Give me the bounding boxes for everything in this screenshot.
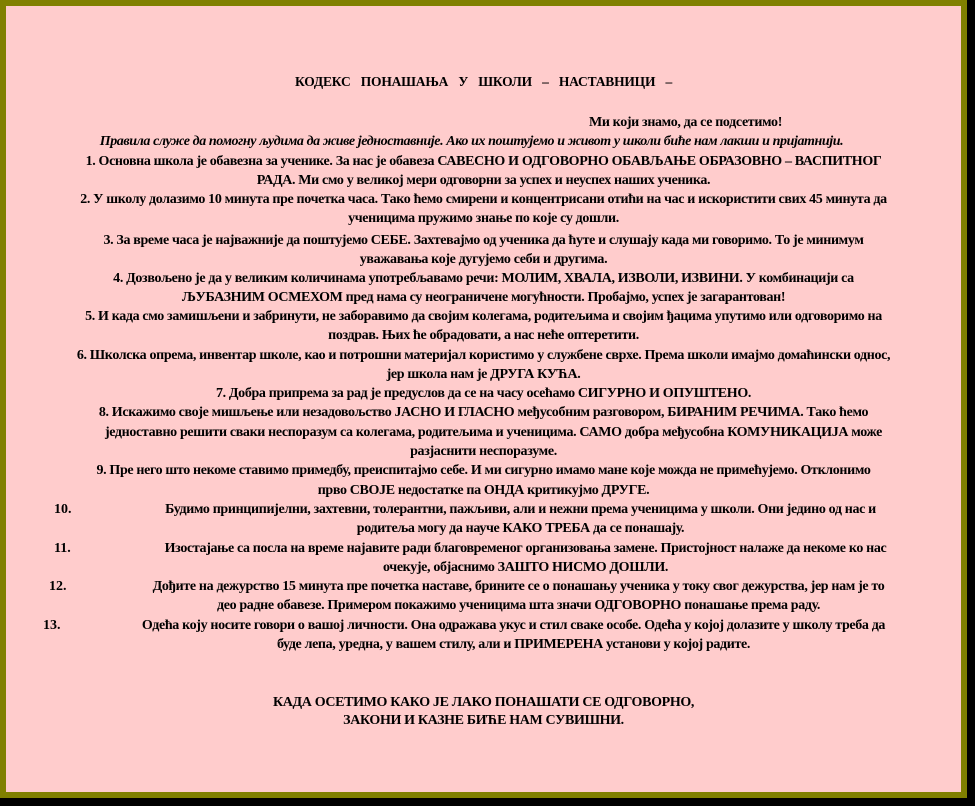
- text-box: [6, 6, 961, 792]
- rule-5-line-2: поздрав. Њих ће обрадовати, а нас неће оптеретити.: [328, 328, 639, 343]
- rule-2-line-1: 2. У школу долазимо 10 минута пре почетка часа. Тако ћемо смирени и концентрисани отићи на час и искористити свих 45 минута да: [80, 192, 887, 207]
- rule-12-number: 12.: [49, 579, 67, 594]
- rule-10-line-2: родитеља могу да науче КАКО ТРЕБА да се понашају.: [356, 521, 685, 536]
- rule-10-number: 10.: [54, 502, 72, 517]
- rule-9-line-1: 9. Пре него што некоме ставимо примедбу, преиспитајмо себе. И ми сигурно имамо мане које можда не примећујемо. Отклонимо: [96, 463, 871, 478]
- rule-8-line-1: 8. Искажимо своје мишљење или незадовољство ЈАСНО И ГЛАСНО међусобним разговором, БИРАНИМ РЕЧИМА. Тако ћемо: [98, 405, 869, 420]
- rule-4-line-2: ЉУБАЗНИМ ОСМЕХОМ пред нама су неограничене могућности. Пробајмо, успех је загарантован!: [181, 290, 786, 305]
- rule-7-line-1: 7. Добра припрема за рад је предуслов да се на часу осећамо СИГУРНО И ОПУШТЕНО.: [215, 386, 752, 401]
- rule-8-line-2: једноставно решити сваки неспоразум са колегама, родитељима и ученицима. САМО добра међусобна КОМУНИКАЦИЈА може: [104, 425, 883, 440]
- rule-11-line-2: очекује, објаснимо ЗАШТО НИСМО ДОШЛИ.: [382, 560, 669, 575]
- document-title: КОДЕКС ПОНАШАЊА У ШКОЛИ – НАСТАВНИЦИ –: [294, 74, 672, 89]
- rule-4-line-1: 4. Дозвољено је да у великим количинама употребљавамо речи: МОЛИМ, ХВАЛА, ИЗВОЛИ, ИЗВИНИ. У комбинацији са: [113, 271, 854, 286]
- rule-2-line-2: ученицима пружимо знање по које су дошли.: [348, 211, 619, 226]
- rule-11-number: 11.: [54, 541, 71, 556]
- text-box-shadow-bottom: [0, 798, 975, 806]
- rule-11-line-1: Изостајање са посла на време најавите ради благовременог организовања замене. Пристојност налаже да некоме ко нас: [164, 541, 887, 556]
- rule-6-line-2: јер школа нам је ДРУГА КУЋА.: [386, 367, 581, 382]
- rule-10-line-1: Будимо принципијелни, захтевни, толерантни, пажљиви, али и нежни према ученицима у школи. Они једино од нас и: [165, 502, 876, 517]
- rule-13-number: 13.: [43, 618, 61, 633]
- rule-12-line-1: Дођите на дежурство 15 минута пре почетка наставе, брините се о понашању ученика у току свог дежурства, јер нам је то: [152, 579, 885, 594]
- rule-5-line-1: 5. И када смо замишљени и забринути, не заборавимо да својим колегама, родитељима и својим ђацима упутимо или одговоримо на: [85, 309, 882, 324]
- document-subtitle: Ми који знамо, да се подсетимо!: [588, 115, 783, 130]
- rule-3-line-1: 3. За време часа је најважније да поштујемо СЕБЕ. Захтевајмо од ученика да ћуте и слушају када ми говоримо. То је минимум: [103, 233, 864, 248]
- rule-8-line-3: разјаснити неспоразуме.: [410, 444, 557, 459]
- closing-line-2: ЗАКОНИ И КАЗНЕ БИЋЕ НАМ СУВИШНИ.: [343, 713, 624, 728]
- rule-1-line-2: РАДА. Ми смо у великој мери одговорни за успех и неуспех наших ученика.: [256, 173, 711, 188]
- rule-9-line-2: прво СВОЈЕ недостатке па ОНДА критикујмо ДРУГЕ.: [317, 483, 650, 498]
- rule-6-line-1: 6. Школска опрема, инвентар школе, као и потрошни материјал користимо у службене сврхе. Према школи имајмо домаћински однос,: [76, 348, 891, 363]
- document-intro: Правила служе да помогну људима да живе једноставније. Ако их поштујемо и живот у школи биће нам лакши и пријатнији.: [99, 134, 844, 149]
- rule-12-line-2: део радне обавезе. Примером покажимо ученицима шта значи ОДГОВОРНО понашање према раду.: [216, 598, 821, 613]
- closing-line-1: КАДА ОСЕТИМО КАКО ЈЕ ЛАКО ПОНАШАТИ СЕ ОДГОВОРНО,: [272, 695, 695, 710]
- rule-1-line-1: 1. Основна школа је обавезна за ученике. За нас је обавеза САВЕСНО И ОДГОВОРНО ОБАВЉАЊЕ ОБРАЗОВНО – ВАСПИТНОГ: [85, 154, 882, 169]
- rule-13-line-1: Одећа коју носите говори о вашој личности. Она одражава укус и стил сваке особе. Одећа у којој долазите у школу треба да: [141, 618, 886, 633]
- rule-3-line-2: уважавања које дугујемо себи и другима.: [359, 252, 608, 267]
- rule-13-line-2: буде лепа, уредна, у вашем стилу, али и ПРИМЕРЕНА установи у којој радите.: [276, 637, 751, 652]
